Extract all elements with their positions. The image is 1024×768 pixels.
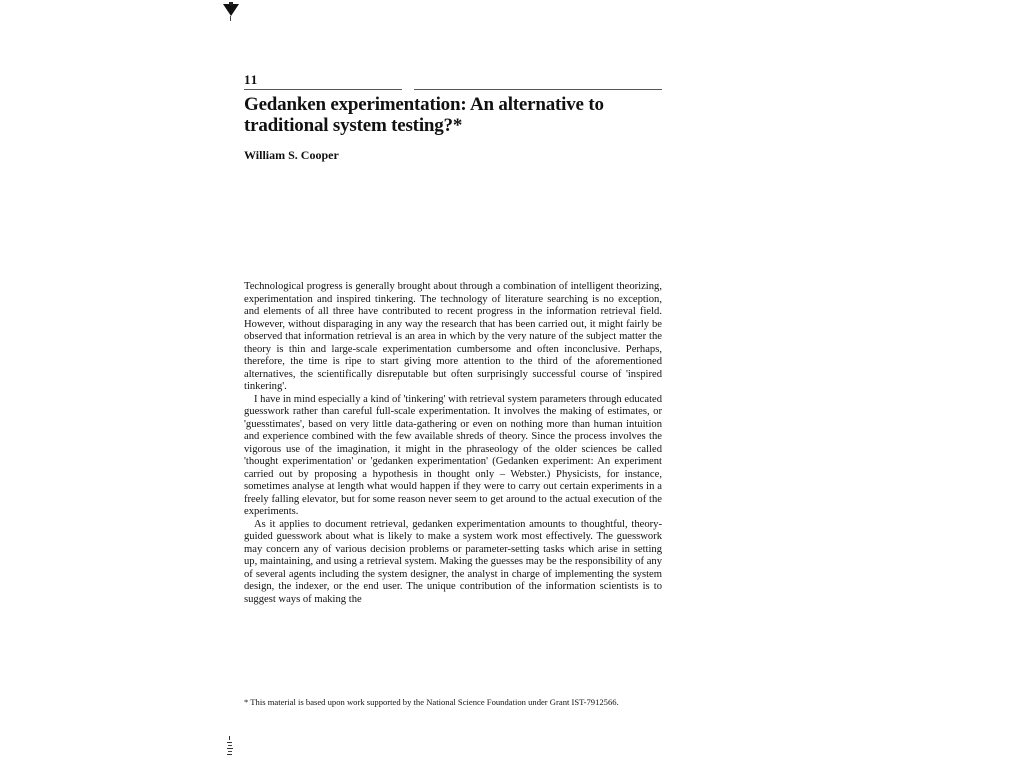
body-paragraph: As it applies to document retrieval, gedanken experimentation amounts to thoughtful, theory-guided guesswork about what is likely to make a system work most effectively. The guesswork may concern any of various decision problems or parameter-setting tasks which arise in setting up, maintaining, and using a retrieval system. Making the guesses may be the responsibility of any of several agents including the system designer, the analyst in charge of implementing the system design, the indexer, or the end user. The unique contribution of the information scientists is to suggest ways of making the (244, 518, 662, 605)
chapter-number: 11 (244, 72, 259, 87)
author-name: William S. Cooper (244, 148, 339, 162)
header-rule-left (244, 89, 402, 90)
footnote: * This material is based upon work supported by the National Science Foundation under Grant IST-7912566. (244, 697, 619, 707)
article-body (244, 281, 662, 606)
body-paragraph: I have in mind especially a kind of 'tinkering' with retrieval system parameters through educated guesswork rather than careful full-scale experimentation. It involves the making of estimates, or 'guesstimates', based on very little data-gathering or even on nothing more than human intuition and experience combined with the few available shreds of theory. Since the process involves the vigorous use of the imagination, it might in the phraseology of the older sciences be called 'thought experimentation' or 'gedanken experimentation' (Gedanken experiment: An experiment carried out by proposing a hypothesis in thought only – Webster.) Physicists, for instance, sometimes analyse at length what would happen if they were to carry out certain experiments in a freely falling elevator, but for some reason never seem to get around to the actual execution of the experiments. (244, 393, 663, 517)
header-rule-right (414, 89, 662, 90)
document-page (244, 72, 663, 707)
body-paragraph: Technological progress is generally brought about through a combination of intelligent theorizing, experimentation and inspired tinkering. The technology of literature searching is no exception, and elements of all three have contributed to recent progress in the information retrieval field. However, without disparaging in any way the research that has been carried out, it might fairly be observed that information retrieval is an area in which by the very nature of the subject matter the theory is thin and large-scale experimentation cumbersome and often inconclusive. Perhaps, therefore, the time is ripe to start giving more attention to the third of the aforementioned alternatives, the scientifically disreputable but often surprisingly successful course of 'inspired tinkering'. (244, 281, 662, 392)
article-title: Gedanken experimentation: An alternative to traditional system testing?* (244, 94, 604, 136)
chapter-header (244, 72, 662, 92)
scan-artifact-bottom (226, 736, 234, 758)
scan-artifact-top (222, 2, 240, 22)
